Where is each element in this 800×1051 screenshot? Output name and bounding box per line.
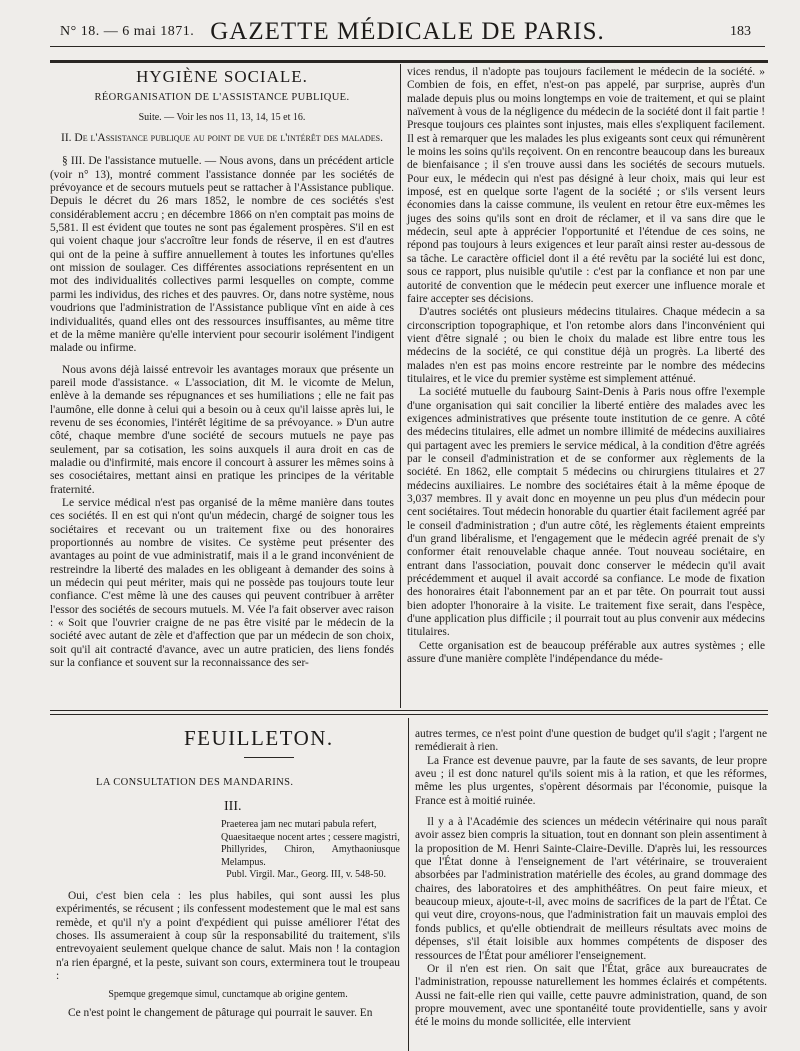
hygiene-paragraph: § III. De l'assistance mutuelle. — Nous avons, dans un précédent article (voir n° 13), montré comment l'assistance donnée par les sociétés de prévoyance et de secours mutuels peut se rattacher à l'Assistance publique. Depuis le décret du 26 mars 1852, le nombre de ces sociétés s'est considérablement accru ; en décembre 1866 on n'en comptait pas moins de 5,581. Il est évident que toutes ne sont pas également prospères. S'il en est qui voient chaque jour s'accroître leur fonds de réserve, il en est d'autres qui ont de la peine à suffire annuellement à toutes les infortunes qu'elles ont mission de soulager. Ces différentes associations représentent en un mot des individualités collectives parmi lesquelles on compte, comme parmi les individus, des riches et des pauvres. Or, dans notre système, nous voudrions que l'administration de l'Assistance publique vînt en aide à ces individualités, quand elles ont des ressources insuffisantes, au même titre et de la même manière qu'elle intervient pour secourir isolément l'indigent malade ou infirme. bbox=[50, 155, 394, 355]
hygiene-paragraph: Le service médical n'est pas organisé de la même manière dans toutes ces sociétés. Il en est qui n'ont qu'un médecin, chargé de soigner tous les sociétaires et recevant ou un traitement fixe ou des honoraires proportionnés au nombre de visites. Ce système peut présenter des avantages au point de vue administratif, mais il a le grand inconvénient de restreindre la liberté des malades en les obligeant à demander des soins à un médecin qui peut mériter, mais qui ne possède pas toujours toute leur confiance. C'est même là une des causes qui peuvent contribuer à arrêter l'essor des sociétés de secours mutuels. M. Vée l'a fait observer avec raison : « Soit que l'ouvrier craigne de ne pas être visité par le médecin de la société avec autant de zèle et d'affection que par un médecin de son choix, soit qu'il ait contracté d'avance, avec un autre praticien, des liens fondés sur la confiance et souvent sur la reconnaissance des ser- bbox=[50, 496, 394, 670]
feuilleton-title: FEUILLETON. bbox=[184, 726, 334, 750]
feuilleton-column-2 bbox=[415, 728, 767, 1030]
feuilleton-chapter-number: III. bbox=[224, 798, 242, 814]
feuilleton-rule-1 bbox=[50, 710, 768, 711]
top-rule bbox=[50, 60, 768, 63]
issue-number: N° 18. — 6 mai 1871. bbox=[60, 24, 195, 39]
newspaper-title: GAZETTE MÉDICALE DE PARIS. bbox=[210, 18, 605, 45]
hygiene-column-2 bbox=[407, 66, 765, 666]
hygiene-paragraph: D'autres sociétés ont plusieurs médecins titulaires. Chaque médecin a sa circonscription topographique, et l'on retombe alors dans l'inconvénient qui vient d'être signalé ; ou bien le choix du malade est libre entre tous les médecins de la société, ce qui constitue déjà un progrès. La liberté des malades n'en est pas moins encore restreinte par le nombre des médecins titulaires, et le vice du premier système est simplement atténué. bbox=[407, 306, 765, 385]
hygiene-paragraph: Cette organisation est de beaucoup préférable aux autres systèmes ; elle assure d'une manière complète l'indépendance du méde- bbox=[407, 639, 765, 666]
feuilleton-divider bbox=[244, 757, 294, 758]
hygiene-subtitle: RÉORGANISATION DE L'ASSISTANCE PUBLIQUE. bbox=[94, 92, 350, 104]
feuilleton-paragraph: Ce n'est point le changement de pâturage qui pourrait le sauver. En bbox=[68, 1006, 373, 1019]
page-number: 183 bbox=[730, 24, 751, 39]
column-divider-bottom bbox=[408, 718, 409, 1051]
hygiene-section-heading: II. De l'Assistance publique au point de vue de l'intérêt des malades. bbox=[60, 132, 384, 145]
hygiene-paragraph: vices rendus, il n'adopte pas toujours facilement le médecin de la société. » Combien de fois, en effet, n'est-on pas appelé, par surprise, auprès d'un malade depuis plus ou moins longtemps en voie de traitement, et qui se plaint naïvement à vous de la négligence du médecin de la société dont il fait partie ! Presque toujours ces plaintes sont injustes, mais elles s'expliquent facilement. Il est à remarquer que les malades les plus exigeants sont ceux qui rémunèrent le moins les soins qu'ils reçoivent. On en rencontre beaucoup dans les bureaux de bienfaisance ; il s'en trouve aussi dans les sociétés de secours mutuels. Pour eux, le médecin qui n'est pas désigné à leur choix, mais qui leur est imposé, est en quelque sorte l'agent de la société ; or s'ils versent leurs économies dans la caisse commune, ils veulent en retour être eux-mêmes les juges des soins qu'ils sont en droit de réclamer, et il va sans dire que le médecin, seul apte à apprécier l'opportunité et l'étendue de ces soins, ne répond pas toujours à leurs exigences et leur paraît ainsi rester au-dessous de sa tâche. Le caractère officiel dont il a été revêtu par la société lui est donc, sous ce rapport, plus nuisible qu'utile : c'est par la confiance et non par une autorité de convention que le médecin peut exercer une influence morale et faire accepter ses décisions. bbox=[407, 66, 765, 305]
epigraph bbox=[56, 819, 400, 882]
epigraph-line: Praeterea jam nec mutari pabula refert, bbox=[221, 819, 377, 831]
hygiene-title: HYGIÈNE SOCIALE. bbox=[136, 67, 308, 86]
hygiene-paragraph: Nous avons déjà laissé entrevoir les avantages moraux que présente un pareil mode d'assistance. « L'association, dit M. le vicomte de Melun, enlève à la demande ses répugnances et ses humiliations ; elle ne fait pas l'aumône, elle donne à celui qui a besoin ou à ceux qu'il laisse après lui, le revenu de ses économies, l'intérêt légitime de sa prévoyance. » D'un autre côté, chaque membre d'une société de secours mutuels ne paye pas seulement, par sa cotisation, les soins auxquels il aura droit en cas de maladie ou d'infirmité, mais encore il concourt à assurer les mêmes soins à ses cosociétaires, mettant ainsi en pratique les principes de la véritable fraternité. bbox=[50, 363, 394, 496]
hygiene-column-1 bbox=[50, 67, 394, 670]
feuilleton-paragraph: Il y a à l'Académie des sciences un médecin vétérinaire qui nous paraît avoir assez bien compris la situation, tout en donnant son plein assentiment à la proposition de M. Henri Sainte-Claire-Deville. D'après lui, les ressources que l'État donne à l'enseignement de l'art vétérinaire, se trouveraient absorbées par l'administration matérielle des écoles, au grand dommage des chaires, des laboratoires et des amphithéâtres. On peut faire mieux, et beaucoup mieux, ajoute-t-il, avec moins de sacrifices de la part de l'État. Ce qui veut dire, croyons-nous, que l'administration fait un mauvais emploi des fonds publics, et qu'elle obtiendrait de meilleurs résultats avec moins de dépenses, s'il était loisible aux hommes compétents de disposer des ressources de l'État pour améliorer l'enseignement. bbox=[415, 816, 767, 962]
feuilleton-paragraph: autres termes, ce n'est point d'une question de budget qu'il s'agit ; l'argent ne remédierait à rien. bbox=[415, 728, 767, 754]
feuilleton-rule-2 bbox=[50, 714, 768, 715]
epigraph-line: Phillyrides, Chiron, Amythaoniusque Melampus. bbox=[221, 844, 400, 868]
feuilleton-paragraph: Oui, c'est bien cela : les plus habiles, qui sont aussi les plus expérimentés, se récusent ; ils confessent modestement que le mal est sans remède, et qu'il n'y a point d'expédient qui puisse améliorer l'état des choses. Ils assumeraient à coup sûr la responsabilité du traitement, s'ils entrevoyaient seulement quelque chance de salut. Mais non ! la contagion n'a rien épargné, et la peste, suivant son cours, exterminera tout le troupeau : bbox=[56, 890, 400, 983]
masthead bbox=[50, 18, 765, 47]
feuilleton-subtitle: LA CONSULTATION DES MANDARINS. bbox=[96, 777, 294, 789]
feuilleton-paragraph: Or il n'en est rien. On sait que l'État, grâce aux bureaucrates de l'administration, repousse naturellement les hommes éclairés et compétents. Aussi ne fait-elle rien qui vaille, cette pauvre administration, quand, de son propre mouvement, avec une spontanéité toute providentielle, sans y avoir été le moins du monde sollicitée, elle intervient bbox=[415, 962, 767, 1029]
hygiene-suite: Suite. — Voir les nos 11, 13, 14, 15 et 16. bbox=[138, 111, 306, 123]
epigraph-line: Quaesitaeque nocent artes ; cessere magistri, bbox=[221, 831, 400, 843]
feuilleton-column-1 bbox=[56, 722, 400, 1020]
hygiene-paragraph: La société mutuelle du faubourg Saint-Denis à Paris nous offre l'exemple d'une organisation qui sait concilier la liberté entière des malades avec les exigences administratives que présente toute institution de ce genre. A côté des médecins titulaires, elle admet un nombre illimité de médecins auxiliaires qui partagent avec les premiers le service médical, à la condition d'être agréés par le conseil d'administration et de se conformer aux règlements de la société. En 1862, elle comptait 5 médecins ou chirurgiens titulaires et 27 médecins auxiliaires. Le nombre des sociétaires était à la même époque de 3,037 membres. Il y avait donc en moyenne un peu plus d'un médecin pour cent sociétaires. Tout médecin honorable du quartier était facilement agréé par le conseil d'administration ; d'un autre côté, les règlements étaient empreints d'un grand libéralisme, et l'engagement que le médecin agréé prenait de s'y conformer était renouvelable chaque année. Tout nouveau sociétaire, en entrant dans l'association, pouvait donc conserver le médecin qu'il avait précédemment et auquel il avait accordé sa confiance. Le mode de fixation des honoraires était l'abonnement par an et par tête. On pourrait tout aussi bien adopter l'honoraire à la visite. Le traitement fixe serait, dans l'espèce, d'une application plus difficile ; il pourrait tout au plus convenir aux médecins titulaires. bbox=[407, 386, 765, 639]
feuilleton-paragraph: La France est devenue pauvre, par la faute de ses savants, de leur propre aveu ; il est donc naturel qu'ils soient mis à la ration, et que les réformes, même les plus urgentes, s'opèrent désormais par l'économie, puisque la France est à moitié ruinée. bbox=[415, 754, 767, 807]
epigraph-source: Publ. Virgil. Mar., Georg. III, v. 548-50. bbox=[226, 869, 386, 881]
column-divider-top bbox=[400, 64, 401, 708]
verse-quote: Spemque gregemque simul, cunctamque ab origine gentem. bbox=[108, 989, 348, 1001]
